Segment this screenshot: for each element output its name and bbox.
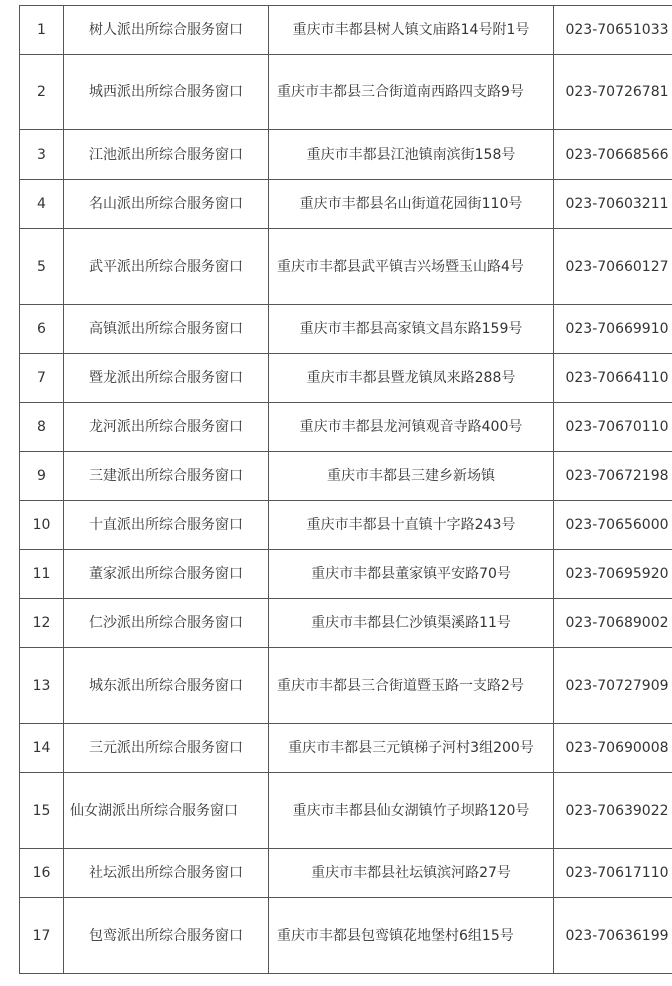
table-row bbox=[20, 180, 672, 229]
table-row bbox=[20, 849, 672, 898]
office-name: 仁沙派出所综合服务窗口 bbox=[64, 599, 269, 648]
office-name: 城东派出所综合服务窗口 bbox=[64, 648, 269, 724]
row-number: 7 bbox=[20, 354, 64, 403]
office-address: 重庆市丰都县名山街道花园街110号 bbox=[269, 180, 554, 229]
table-row bbox=[20, 599, 672, 648]
row-number: 14 bbox=[20, 724, 64, 773]
office-phone: 023-70670110 bbox=[554, 403, 672, 452]
office-phone: 023-70664110 bbox=[554, 354, 672, 403]
office-address: 重庆市丰都县三合街道南西路四支路9号 bbox=[269, 55, 554, 130]
office-phone: 023-70639022 bbox=[554, 773, 672, 849]
office-address: 重庆市丰都县江池镇南滨街158号 bbox=[269, 130, 554, 180]
row-number: 6 bbox=[20, 305, 64, 354]
row-number: 15 bbox=[20, 773, 64, 849]
office-phone: 023-70669910 bbox=[554, 305, 672, 354]
office-address: 重庆市丰都县包鸾镇花地堡村6组15号 bbox=[269, 898, 554, 974]
office-name: 武平派出所综合服务窗口 bbox=[64, 229, 269, 305]
office-phone: 023-70660127 bbox=[554, 229, 672, 305]
row-number: 3 bbox=[20, 130, 64, 180]
row-number: 2 bbox=[20, 55, 64, 130]
row-number: 9 bbox=[20, 452, 64, 501]
row-number: 1 bbox=[20, 6, 64, 55]
office-name: 社坛派出所综合服务窗口 bbox=[64, 849, 269, 898]
office-name: 名山派出所综合服务窗口 bbox=[64, 180, 269, 229]
table-row bbox=[20, 305, 672, 354]
table-row bbox=[20, 501, 672, 550]
office-phone: 023-70603211 bbox=[554, 180, 672, 229]
office-name: 暨龙派出所综合服务窗口 bbox=[64, 354, 269, 403]
row-number: 4 bbox=[20, 180, 64, 229]
row-number: 5 bbox=[20, 229, 64, 305]
table-row bbox=[20, 550, 672, 599]
office-phone: 023-70672198 bbox=[554, 452, 672, 501]
table-row bbox=[20, 898, 672, 974]
office-address: 重庆市丰都县社坛镇滨河路27号 bbox=[269, 849, 554, 898]
office-address: 重庆市丰都县武平镇吉兴场暨玉山路4号 bbox=[269, 229, 554, 305]
table-row bbox=[20, 6, 672, 55]
table-row bbox=[20, 229, 672, 305]
office-address: 重庆市丰都县三合街道暨玉路一支路2号 bbox=[269, 648, 554, 724]
office-name: 树人派出所综合服务窗口 bbox=[64, 6, 269, 55]
office-phone: 023-70689002 bbox=[554, 599, 672, 648]
office-phone: 023-70726781 bbox=[554, 55, 672, 130]
table-row bbox=[20, 724, 672, 773]
row-number: 17 bbox=[20, 898, 64, 974]
service-window-table bbox=[19, 5, 672, 974]
office-name: 仙女湖派出所综合服务窗口 bbox=[64, 773, 269, 849]
office-name: 江池派出所综合服务窗口 bbox=[64, 130, 269, 180]
row-number: 11 bbox=[20, 550, 64, 599]
office-name: 龙河派出所综合服务窗口 bbox=[64, 403, 269, 452]
office-phone: 023-70617110 bbox=[554, 849, 672, 898]
table-row bbox=[20, 403, 672, 452]
office-address: 重庆市丰都县暨龙镇凤来路288号 bbox=[269, 354, 554, 403]
office-name: 十直派出所综合服务窗口 bbox=[64, 501, 269, 550]
row-number: 10 bbox=[20, 501, 64, 550]
office-phone: 023-70727909 bbox=[554, 648, 672, 724]
table-row bbox=[20, 452, 672, 501]
office-address: 重庆市丰都县三建乡新场镇 bbox=[269, 452, 554, 501]
office-address: 重庆市丰都县高家镇文昌东路159号 bbox=[269, 305, 554, 354]
table-row bbox=[20, 130, 672, 180]
office-phone: 023-70656000 bbox=[554, 501, 672, 550]
office-address: 重庆市丰都县十直镇十字路243号 bbox=[269, 501, 554, 550]
office-phone: 023-70690008 bbox=[554, 724, 672, 773]
office-name: 高镇派出所综合服务窗口 bbox=[64, 305, 269, 354]
office-address: 重庆市丰都县仙女湖镇竹子坝路120号 bbox=[269, 773, 554, 849]
office-address: 重庆市丰都县树人镇文庙路14号附1号 bbox=[269, 6, 554, 55]
row-number: 13 bbox=[20, 648, 64, 724]
office-address: 重庆市丰都县三元镇梯子河村3组200号 bbox=[269, 724, 554, 773]
table-row bbox=[20, 773, 672, 849]
row-number: 16 bbox=[20, 849, 64, 898]
row-number: 8 bbox=[20, 403, 64, 452]
table-row bbox=[20, 354, 672, 403]
office-name: 三建派出所综合服务窗口 bbox=[64, 452, 269, 501]
office-name: 城西派出所综合服务窗口 bbox=[64, 55, 269, 130]
office-name: 包鸾派出所综合服务窗口 bbox=[64, 898, 269, 974]
office-address: 重庆市丰都县董家镇平安路70号 bbox=[269, 550, 554, 599]
row-number: 12 bbox=[20, 599, 64, 648]
office-phone: 023-70651033 bbox=[554, 6, 672, 55]
office-address: 重庆市丰都县龙河镇观音寺路400号 bbox=[269, 403, 554, 452]
office-phone: 023-70695920 bbox=[554, 550, 672, 599]
office-phone: 023-70668566 bbox=[554, 130, 672, 180]
office-phone: 023-70636199 bbox=[554, 898, 672, 974]
office-name: 董家派出所综合服务窗口 bbox=[64, 550, 269, 599]
office-name: 三元派出所综合服务窗口 bbox=[64, 724, 269, 773]
table-row bbox=[20, 648, 672, 724]
table-row bbox=[20, 55, 672, 130]
office-address: 重庆市丰都县仁沙镇渠溪路11号 bbox=[269, 599, 554, 648]
